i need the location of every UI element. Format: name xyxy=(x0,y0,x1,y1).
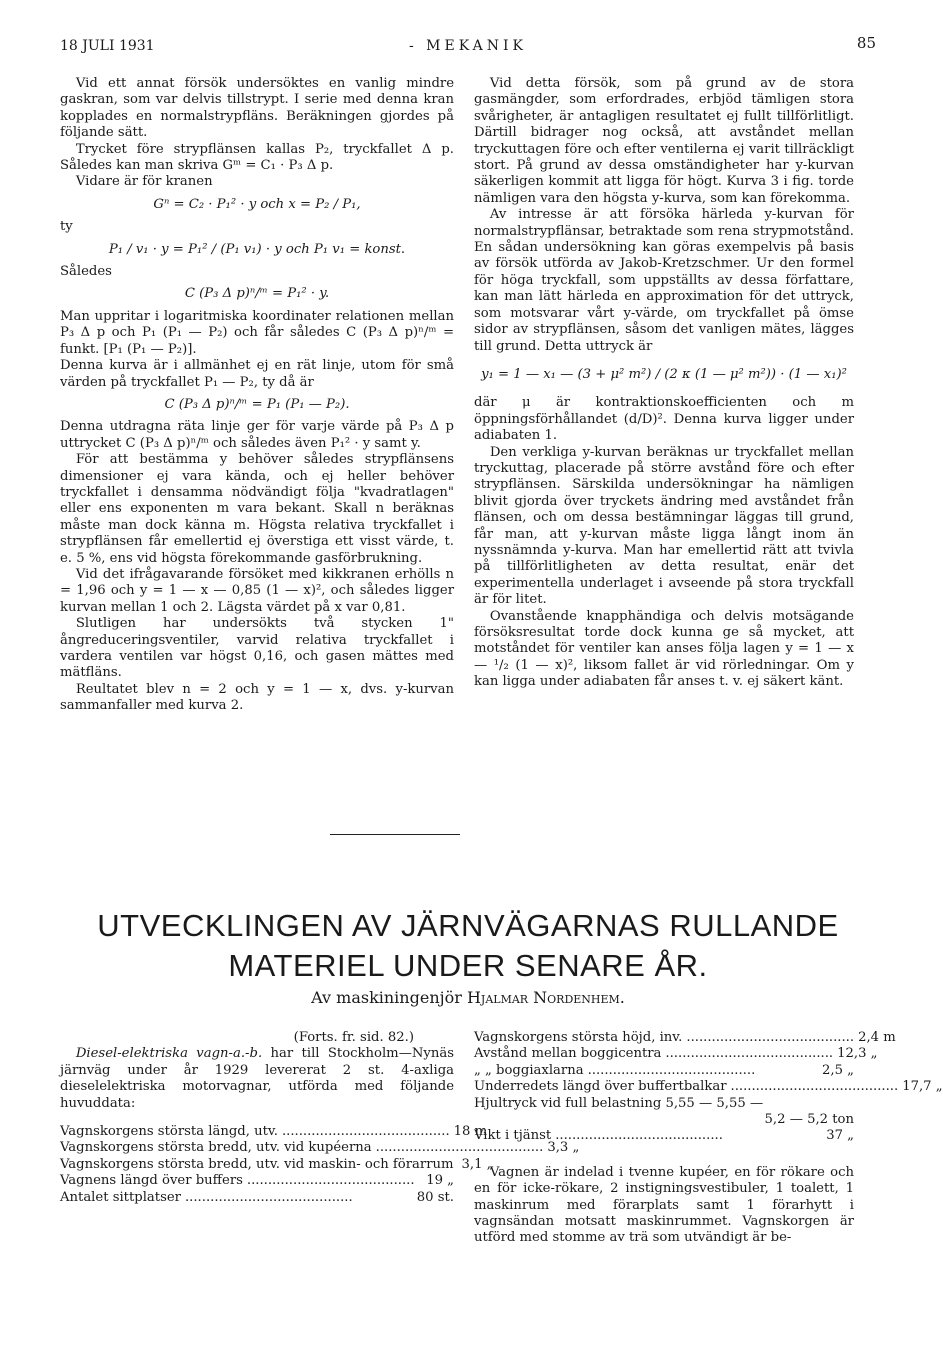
paragraph: Denna utdragna räta linje ger för varje värde på P₃ Δ p uttrycket C (P₃ Δ p)ⁿ/ᵐ och således även P₁² · y samt y. xyxy=(60,419,454,451)
paragraph: För att bestämma y behöver således strypflänsens dimensioner ej vara kända, och ej heller behöver tryckfallet i densamma nödvändigt följa "kvadratlagen" eller ens exponenten m vara bekant. Skall n beräknas måste man dock känna m. Högsta relativa tryckfallet i strypflänsen får emellertid ej överstiga ett visst värde, t. e. 5 %, ens vid högsta förekommande gasförbrukning. xyxy=(60,452,454,566)
spec-value: 5,2 — 5,2 ton xyxy=(764,1112,854,1128)
byline xyxy=(60,988,876,1007)
paragraph: Man uppritar i logaritmiska koordinater relationen mellan P₃ Δ p och P₁ (P₁ — P₂) och får således C (P₃ Δ p)ⁿ/ᵐ = funkt. [P₁ (P₁ — P₂)]. xyxy=(60,308,454,357)
right-column xyxy=(474,76,854,691)
spec-label: Vagnskorgens största höjd, inv. xyxy=(474,1030,683,1045)
spec-row: Vagnskorgens största bredd, utv. vid kupéerna ........................................ 3,3 „ xyxy=(60,1140,580,1156)
spec-row xyxy=(474,1112,854,1128)
spec-row: Vagnskorgens största höjd, inv. ........................................ 2,4 m xyxy=(474,1030,896,1045)
equation: C (P₃ Δ p)ⁿ/ᵐ = P₁ (P₁ — P₂). xyxy=(164,396,350,412)
intro-text: har till Stockholm—Nynäs järnväg under år 1929 levererat 2 st. 4-axliga dieselelektriska motorvagnar, utförda med följande huvuddata: xyxy=(60,1046,454,1111)
spec-row: Vikt i tjänst ........................................ 37 „ xyxy=(474,1128,854,1144)
spec-label: Hjultryck vid full belastning 5,55 — 5,55 — xyxy=(474,1095,764,1111)
spec-value: 2,4 m xyxy=(858,1030,896,1045)
equation: C (P₃ Δ p)ⁿ/ᵐ = P₁² · y. xyxy=(184,286,330,302)
article-title: UTVECKLINGEN AV JÄRNVÄGARNAS RULLANDE MATERIEL UNDER SENARE ÅR. xyxy=(97,908,839,983)
spec-row: Avstånd mellan boggicentra ........................................ 12,3 „ xyxy=(474,1046,878,1062)
spec-label: Vagnskorgens största bredd, utv. vid maskin- och förarrum xyxy=(60,1156,454,1172)
paragraph: Trycket före strypflänsen kallas P₂, tryckfallet Δ p. Således kan man skriva Gᵐ = C₁ · P₃ Δ p. xyxy=(60,141,454,174)
paragraph: Vid det ifrågavarande försöket med kikkranen erhölls n = 1,96 och y = 1 — x — 0,85 (1 — x)², och således ligger kurvan mellan 1 och 2. Lägsta värdet på x var 0,81. xyxy=(60,566,454,615)
spec-row xyxy=(60,1156,494,1173)
equation: Gⁿ = C₂ · P₁² · y och x = P₂ / P₁, xyxy=(153,196,361,212)
spec-value: 2,5 „ xyxy=(822,1062,854,1078)
page-number: 85 xyxy=(856,34,876,52)
spec-row: „ „ boggiaxlarna ........................................ 2,5 „ xyxy=(474,1062,854,1078)
paragraph: Reultatet blev n = 2 och y = 1 — x, dvs. y-kurvan sammanfaller med kurva 2. xyxy=(60,681,454,714)
spec-label: Vagnens längd över buffers xyxy=(60,1173,243,1189)
paragraph: Vid detta försök, som på grund av de stora gasmängder, som erfordrades, erbjöd tämligen stora svårigheter, är antagligen resultatet ej fullt tillförlitligt. Därtill bidrager nog också, att avståndet mellan tryckuttagen före och efter ventilerna ej varit tillräckligt stort. På grund av dessa omständigheter har y-kurvan säkerligen kommit att ligga för högt. Kurva 3 i fig. torde nämligen vara den högsta y-kurva, som kan förekomma. xyxy=(474,76,854,206)
spec-value: 17,7 „ xyxy=(902,1079,943,1095)
paragraph: Slutligen har undersökts två stycken 1" ångreduceringsventiler, varvid relativa tryckfallet i vardera ventilen var högst 0,16, och gasen mättes med mätfläns. xyxy=(60,616,454,681)
spec-row: Antalet sittplatser ........................................ 80 st. xyxy=(60,1189,454,1205)
paragraph: Av intresse är att försöka härleda y-kurvan för normalstrypflänsar, betraktade som rena strypmotstånd. En sådan undersökning kan göras exempelvis på basis av försök utförda av Jakob-Kretzschmer. Ur den formel för höga tryckfall, som uppställts av dessa författare, kan man lätt härleda en approximation för det uttryck, som motsvarar vårt y-värde, om tryckfallet på ömse sidor av strypflänsen, såsom det vanligen mätes, lägges till grund. Detta uttryck är xyxy=(474,207,854,354)
spec-row: Vagnens längd över buffers ........................................ 19 „ xyxy=(60,1173,454,1189)
spec-value: 3,1 „ xyxy=(461,1156,494,1172)
paragraph: Vagnen är indelad i tvenne kupéer, en för rökare och en för icke-rökare, 2 instigningsvestibuler, 1 toalett, 1 maskinrum med förarplats samt 1 förarhytt i vagnsändan motsatt maskinrummet. Vagnskorgen är utförd med stomme av trä som utvändigt är be- xyxy=(474,1164,854,1246)
paragraph: Vidare är för kranen xyxy=(75,174,213,190)
spec-row xyxy=(474,1096,854,1112)
spec-value: 80 st. xyxy=(416,1189,454,1205)
paragraph: där μ är kontraktionskoefficienten och m öppningsförhållandet (d/D)². Denna kurva ligger under adiabaten 1. xyxy=(474,395,854,444)
header-date: 18 JULI 1931 xyxy=(60,38,155,54)
article-right-column xyxy=(474,1030,943,1247)
equation: P₁ / v₁ · y = P₁² / (P₁ v₁) · y och P₁ v₁ = konst. xyxy=(108,241,406,257)
spec-value: 18 m xyxy=(453,1124,488,1140)
left-column xyxy=(60,76,454,715)
paragraph: Den verkliga y-kurvan beräknas ur tryckfallet mellan tryckuttag, placerade på större avstånd före och efter strypflänsen. Särskilda undersökningar ha nämligen blivit gjorda över tryckets ändring med avståndet från flänsen, och om dessa bestämningar läggas till grund, får man, att y-kurvan måste ligga långt inom än nyssnämnda y-kurva. Man har emellertid rätt att tvivla på tillförlitligheten av detta resultat, enär det experimentella underlaget i avseende på stora tryckfall är för litet. xyxy=(474,444,854,608)
spec-row: Underredets längd över buffertbalkar ........................................ 17,7 „ xyxy=(474,1079,943,1095)
spec-label: Vagnskorgens största bredd, utv. vid kupéerna xyxy=(60,1140,372,1156)
intro-paragraph xyxy=(60,1046,454,1112)
spec-row: Vagnskorgens största längd, utv. ........................................ 18 m xyxy=(60,1124,488,1140)
spec-value: 19 „ xyxy=(426,1173,454,1189)
spec-value: 3,3 „ xyxy=(547,1140,580,1156)
spec-label: Avstånd mellan boggicentra xyxy=(474,1046,662,1062)
continuation-note: (Forts. fr. sid. 82.) xyxy=(293,1030,414,1045)
spec-value: 37 „ xyxy=(826,1128,854,1144)
paragraph: Ovanstående knapphändiga och delvis motsägande försöksresultat torde dock kunna ge så mycket, att motståndet för ventiler kan anses följa lagen y = 1 — x — ¹/₂ (1 — x)², liksom fallet är vid rörledningar. Om y kan ligga under adiabaten får anses t. v. ej säkert känt. xyxy=(474,608,854,690)
label-ty: ty xyxy=(60,219,73,235)
spec-label: „ „ boggiaxlarna xyxy=(474,1062,584,1078)
paragraph: Denna kurva är i allmänhet ej en rät linje, utom för små värden på tryckfallet P₁ — P₂, ty då är xyxy=(60,358,454,390)
author-name: Hjalmar Nordenhem. xyxy=(466,988,625,1007)
equation: y₁ = 1 — x₁ — (3 + μ² m²) / (2 κ (1 — μ² m²)) · (1 — x₁)² xyxy=(481,366,847,382)
header-journal: - MEKANIK xyxy=(409,38,527,54)
page-header xyxy=(60,34,876,58)
paragraph: Vid ett annat försök undersöktes en vanlig mindre gaskran, som var delvis tillstrypt. I serie med denna kran kopplades en normalstrypfläns. Beräkningen gjordes på följande sätt. xyxy=(60,76,454,141)
spec-label: Vagnskorgens största längd, utv. xyxy=(60,1124,278,1140)
spec-label: Underredets längd över buffertbalkar xyxy=(474,1079,727,1095)
spec-value: 12,3 „ xyxy=(837,1046,878,1062)
byline-prefix: Av maskiningenjör xyxy=(311,988,462,1007)
intro-heading: Diesel-elektriska vagn-a.-b. xyxy=(75,1046,263,1062)
spec-label: Vikt i tjänst xyxy=(474,1128,552,1144)
label-saledes: Således xyxy=(60,264,112,280)
spec-label: Antalet sittplatser xyxy=(60,1189,181,1205)
section-divider xyxy=(330,834,460,835)
